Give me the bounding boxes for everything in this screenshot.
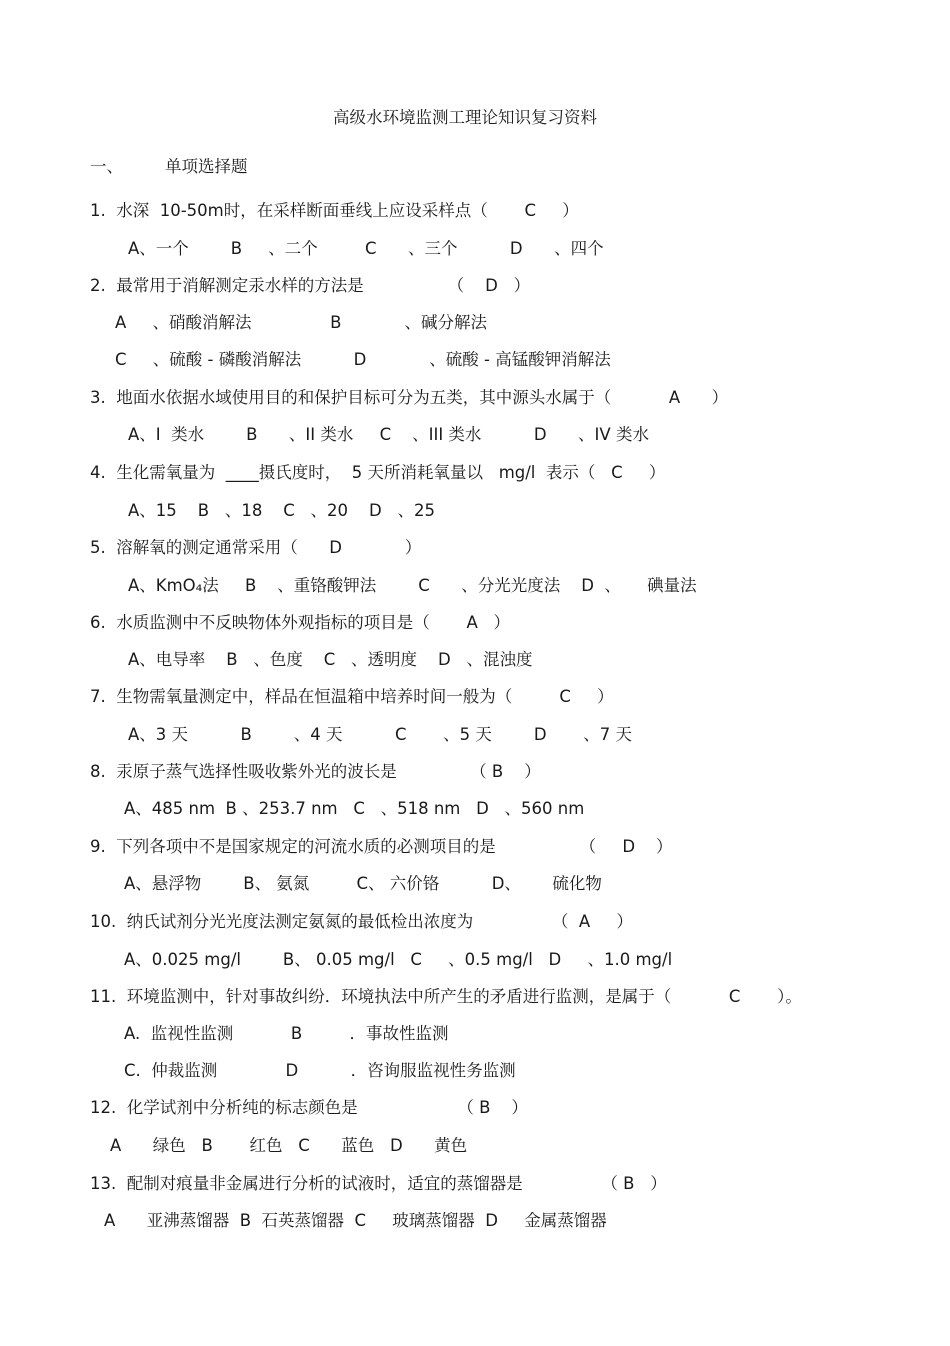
question-2: 2. 最常用于消解测定汞水样的方法是 （ D ）	[90, 276, 531, 295]
question-6-options: A、电导率 B 、色度 C 、透明度 D 、混浊度	[128, 650, 533, 669]
question-6: 6. 水质监测中不反映物体外观指标的项目是（ A ）	[90, 613, 510, 632]
question-1: 1. 水深 10-50m时，在采样断面垂线上应设采样点（ C ）	[90, 201, 579, 220]
question-7: 7. 生物需氧量测定中，样品在恒温箱中培养时间一般为（ C ）	[90, 687, 614, 706]
section-heading: 一、 单项选择题	[90, 157, 248, 176]
question-5-options: A、KmO₄法 B 、重铬酸钾法 C 、分光光度法 D 、 碘量法	[128, 576, 697, 595]
question-2-options-row-1: A 、硝酸消解法 B 、碱分解法	[115, 313, 487, 332]
question-13: 13. 配制对痕量非金属进行分析的试液时，适宜的蒸馏器是 （ B ）	[90, 1174, 667, 1193]
question-10-options: A、0.025 mg/l B、 0.05 mg/l C 、0.5 mg/l D 、1.0 mg/l	[124, 950, 673, 969]
question-5: 5. 溶解氧的测定通常采用（ D ）	[90, 538, 422, 557]
question-7-options: A、3 天 B 、4 天 C 、5 天 D 、7 天	[128, 725, 633, 744]
question-12-options: A 绿色 B 红色 C 蓝色 D 黄色	[110, 1136, 468, 1155]
question-13-options: A 亚沸蒸馏器 B 石英蒸馏器 C 玻璃蒸馏器 D 金属蒸馏器	[104, 1211, 607, 1230]
question-3: 3. 地面水依据水域使用目的和保护目标可分为五类，其中源头水属于（ A ）	[90, 388, 729, 407]
question-4-options: A、15 B 、18 C 、20 D 、25	[128, 501, 435, 520]
question-8-options: A、485 nm B 、253.7 nm C 、518 nm D 、560 nm	[124, 799, 585, 818]
question-10: 10. 纳氏试剂分光光度法测定氨氮的最低检出浓度为 （ A ）	[90, 912, 633, 931]
question-11: 11. 环境监测中，针对事故纠纷．环境执法中所产生的矛盾进行监测，是属于（ C ）。	[90, 987, 802, 1006]
question-2-options-row-2: C 、硫酸 - 磷酸消解法 D 、硫酸 - 高锰酸钾消解法	[115, 350, 611, 369]
question-11-options-row-2: C. 仲裁监测 D ．咨询服监视性务监测	[124, 1061, 516, 1080]
question-4: 4. 生化需氧量为 ____摄氏度时， 5 天所消耗氧量以 mg/l 表示（ C ）	[90, 463, 666, 482]
question-8: 8. 汞原子蒸气选择性吸收紫外光的波长是 （ B ）	[90, 762, 541, 781]
question-9: 9. 下列各项中不是国家规定的河流水质的必测项目的是 （ D ）	[90, 837, 673, 856]
document-title: 高级水环境监测工理论知识复习资料	[333, 108, 597, 127]
question-1-options: A、一个 B 、二个 C 、三个 D 、四个	[128, 239, 604, 258]
question-9-options: A、悬浮物 B、 氨氮 C、 六价铬 D、 硫化物	[124, 874, 602, 893]
question-12: 12. 化学试剂中分析纯的标志颜色是 （ B ）	[90, 1098, 528, 1117]
question-11-options-row-1: A. 监视性监测 B ．事故性监测	[124, 1024, 449, 1043]
question-3-options: A、I 类水 B 、II 类水 C 、III 类水 D 、IV 类水	[128, 425, 649, 444]
